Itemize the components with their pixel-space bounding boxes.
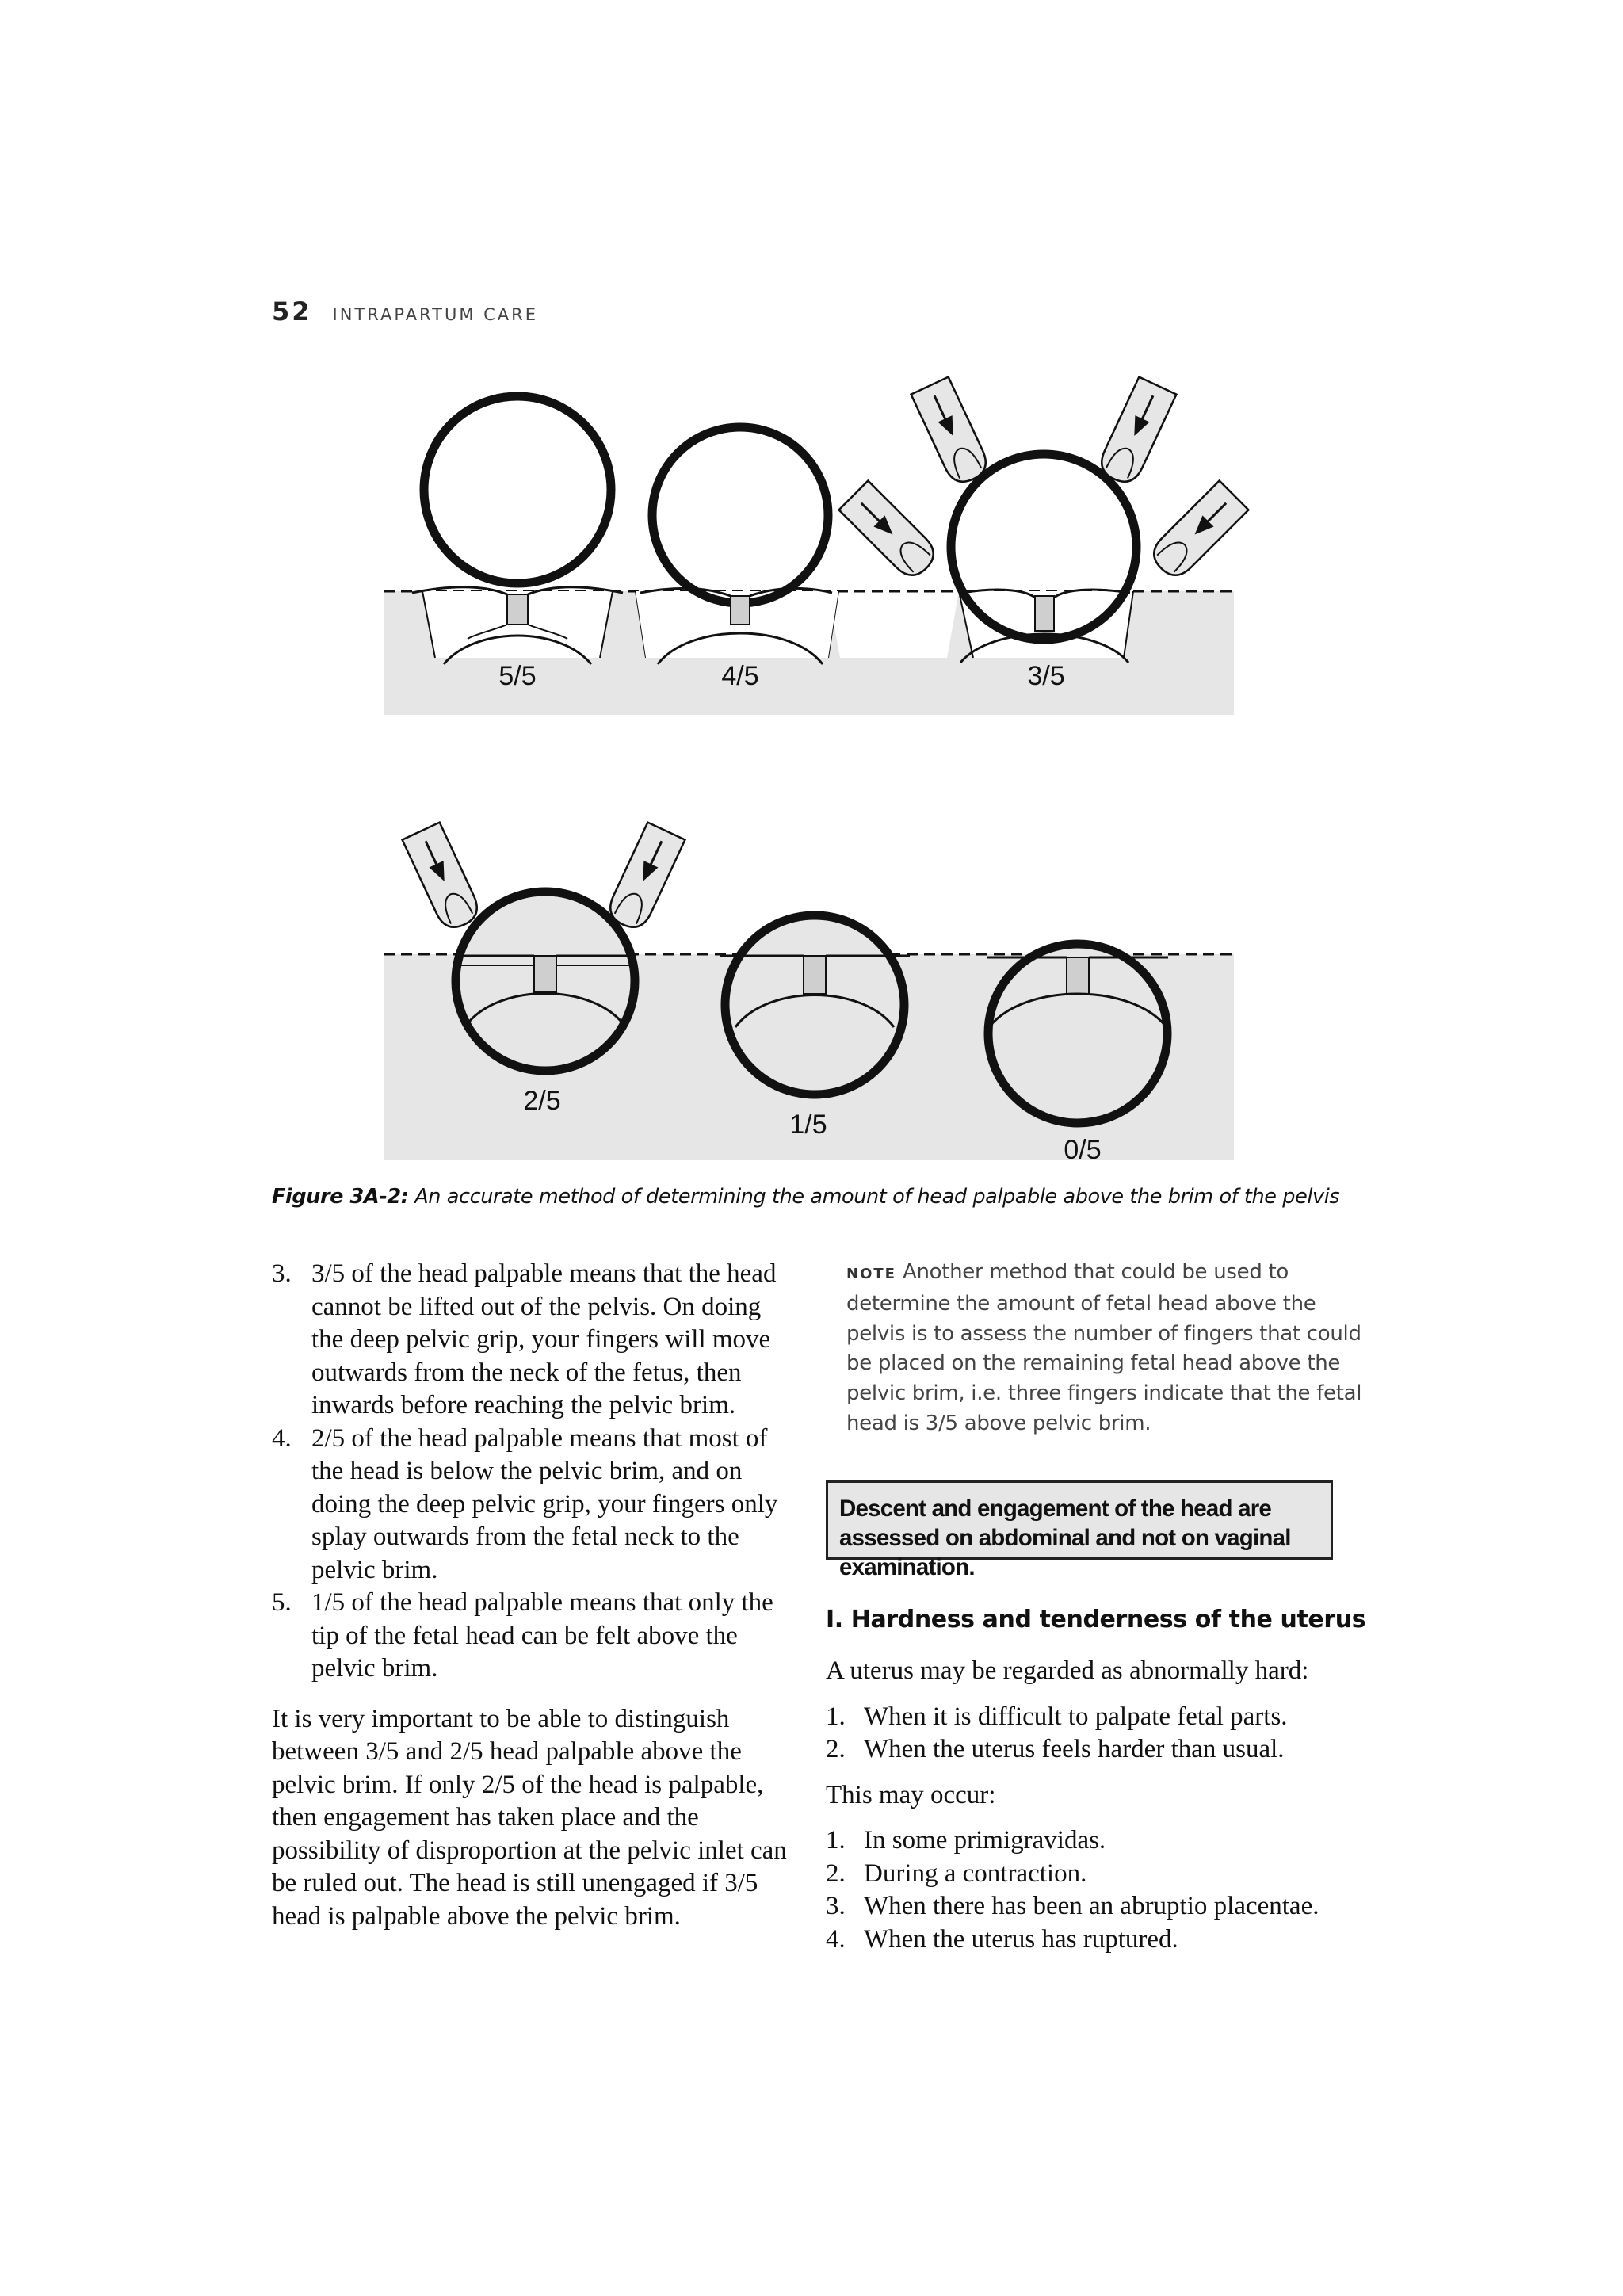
bottom-panel: [384, 823, 1234, 1165]
list-item: 5. 1/5 of the head palpable means that only the tip of the fetal head can be felt above the pelvic brim.: [272, 1588, 773, 1683]
diagram-1-of-5: [720, 915, 910, 1095]
list-item: 1. When it is difficult to palpate fetal parts.: [826, 1702, 1288, 1731]
label-1-of-5: 1/5: [789, 1110, 827, 1140]
callout-box: Descent and engagement of the head are assessed on abdominal and not on vaginal examination.: [826, 1480, 1333, 1560]
list-item: 3. When there has been an abruptio placentae.: [826, 1892, 1319, 1920]
caption-text: An accurate method of determining the amount of head palpable above the brim of the pelvis: [408, 1185, 1340, 1209]
diagram-4-of-5: [636, 427, 838, 664]
label-2-of-5: 2/5: [523, 1086, 561, 1116]
caption-label: Figure 3A-2:: [272, 1185, 409, 1209]
left-column: [272, 1258, 795, 1933]
diagram-0-of-5: [987, 944, 1168, 1123]
note-block: [826, 1258, 1365, 1439]
figure-caption: [272, 1185, 1381, 1209]
right-column-body: [826, 1655, 1365, 1956]
label-4-of-5: 4/5: [721, 661, 759, 691]
list-item: 2. When the uterus feels harder than usual.: [826, 1735, 1285, 1763]
numbered-list: [272, 1258, 795, 1686]
list-item: 1. In some primigravidas.: [826, 1826, 1106, 1855]
list-item: 2. During a contraction.: [826, 1859, 1087, 1888]
body-paragraph: It is very important to be able to distinguish between 3/5 and 2/5 head palpable above the pelvic brim. If only 2/5 of the head is palpable, then engagement has taken place and the possibility of disproportion at the pelvic inlet can be ruled out. The head is still unengaged if 3/5 head is palpable above the pelvic brim.: [272, 1704, 787, 1931]
note-tag: NOTE: [846, 1266, 896, 1282]
diagram-5-of-5: [412, 396, 623, 664]
numbered-list: [826, 1824, 1365, 1956]
page-number: 52: [272, 296, 312, 327]
label-3-of-5: 3/5: [1027, 661, 1065, 691]
top-panel: [384, 377, 1248, 715]
running-head-section: INTRAPARTUM CARE: [332, 305, 538, 324]
intro-text: A uterus may be regarded as abnormally hard:: [826, 1656, 1309, 1685]
section-heading: I. Hardness and tenderness of the uterus: [826, 1606, 1366, 1633]
list-item: 3. 3/5 of the head palpable means that the head cannot be lifted out of the pelvis. On doing the deep pelvic grip, your fingers will move outwards from the neck of the fetus, then inwards before reaching the pelvic brim.: [272, 1259, 777, 1419]
list-item: 4. When the uterus has ruptured.: [826, 1924, 1178, 1954]
list-item: 4. 2/5 of the head palpable means that most of the head is below the pelvic brim, and on doing the deep pelvic grip, your fingers only splay outwards from the fetal neck to the pelvic brim.: [272, 1423, 778, 1584]
note-text: Another method that could be used to determine the amount of fetal head above the pelvis is to assess the number of fingers that could be placed on the remaining fetal head above the pelvic brim, i.e. three fingers indicate that the fetal head is 3/5 above pelvic brim.: [846, 1260, 1362, 1435]
numbered-list: [826, 1701, 1365, 1767]
label-5-of-5: 5/5: [498, 661, 537, 691]
intro-text: This may occur:: [826, 1780, 996, 1809]
label-0-of-5: 0/5: [1064, 1135, 1102, 1165]
